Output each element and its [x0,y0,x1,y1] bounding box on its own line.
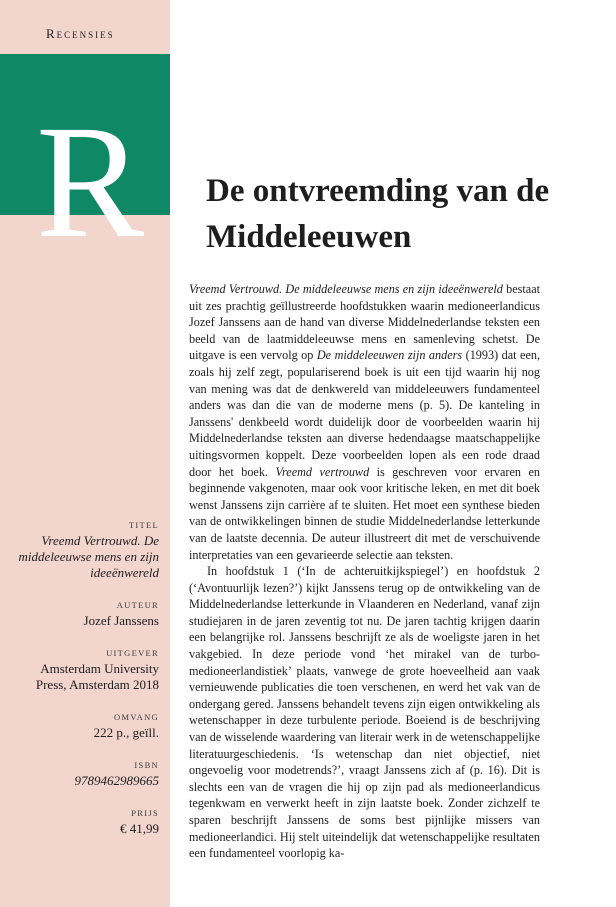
text-run: bestaat uit zes prachtig geïllustreerde hoofdstukken waarin medioneerlandicus Jozef Janssens aan de hand van diverse Middelnederlandse teksten een beeld van de laatmiddeleeuwse mens en samenleving schetst. De uitgave is een vervolg op [189,282,540,363]
text-run: In hoofdstuk 1 (‘In de achteruitkijkspiegel’) en hoofdstuk 2 (‘Avontuurlijk lezen?’) kijkt Janssens terug op de ontwikkeling van de Middelnederlandse letterkunde in Vlaanderen en Nederland, vanaf zijn studiejaren in de jaren zeventig tot nu. De jaren tachtig krijgen daarin een belangrijke rol. Janssens beschrijft ze als de woeligste jaren in het vakgebied. In deze periode vond ‘het mirakel van de turbo-medioneerlandistiek’ plaats, vanwege de grote hoeveelheid aan vaak vernieuwende publicaties die toen verschenen, en werd het vak van de ondergang gered. Janssens behandelt tevens zijn eigen ontwikkeling als wetenschapper in deze turbulente periode. Boeiend is de beschrijving van de wisselende waardering van literair werk in de wetenschappelijke literatuurgeschiedenis. ‘Is wetenschap dan niet objectief, niet ongevoelig voor modetrends?’, vraagt Janssens zich af (p. 16). Dit is slechts een van de vragen die hij op zijn pad als medioneerlandicus tegenkwam en verwerkt heeft in zijn laatste boek. Zonder zichzelf te sparen beschrijft Janssens de soms best pijnlijke missers van medioneerlandici. Hij stelt uiteindelijk dat wetenschappelijke resultaten een fundamenteel voorlopig ka- [189,564,540,861]
initial-block [0,54,170,272]
text-run: is geschreven voor ervaren en beginnende vakgenoten, maar ook voor kritische leken, en met dit boek wenst Janssens zijn carrière af te sluiten. Het moet een synthese bieden van de ontwikkelingen binnen de studie Middelnederlandse letterkunde van de laatste decennia. De auteur illustreert dit met de verschuivende interpretaties van een gevarieerde selectie aan teksten. [189,464,540,562]
sidebar [0,0,170,907]
meta-label-titel: TITEL [128,520,159,530]
meta-value-uitgever: Amsterdam University Press, Amsterdam 2018 [35,661,159,692]
meta-value-omvang: 222 p., geïll. [93,725,159,740]
section-label: Recensies [46,26,115,41]
article-body [189,281,540,862]
meta-value-isbn: 9789462989665 [74,773,159,788]
book-metadata [9,520,159,856]
italic-run: De middeleeuwen zijn anders [316,348,463,363]
meta-label-auteur: AUTEUR [116,600,159,610]
paragraph [189,281,540,563]
article-title: De ontvreemding van de Middeleeuwen [206,173,550,255]
meta-value-auteur: Jozef Janssens [83,613,159,628]
meta-value-prijs: € 41,99 [120,821,159,836]
meta-label-prijs: PRIJS [131,808,159,818]
text-run: (1993) dat een, zoals hij zelf zegt, populariserend boek is uit een tijd waarin hij nog van mening was dat de denkwereld van middeleeuwers fundamenteel anders was dan die van de moderne mens (p. 5). De kanteling in Janssens' denkbeeld wordt duidelijk door de voorbeelden waarin hij Middelnederlandse teksten aan diverse hedendaagse maatschappelijke uitingsvormen koppelt. Deze voorbeelden lopen als een rode draad door het boek. [189,348,540,479]
italic-run: Vreemd Vertrouwd. De middeleeuwse mens en zijn ideeënwereld [189,282,503,296]
meta-label-omvang: OMVANG [114,712,159,722]
italic-run: Vreemd vertrouwd [275,464,370,479]
paragraph [189,563,540,862]
meta-value-titel: Vreemd Vertrouwd. De middeleeuwse mens en zijn ideeënwereld [18,533,159,580]
meta-label-uitgever: UITGEVER [106,648,159,658]
meta-label-isbn: ISBN [134,760,159,770]
initial-letter: R [36,93,145,272]
